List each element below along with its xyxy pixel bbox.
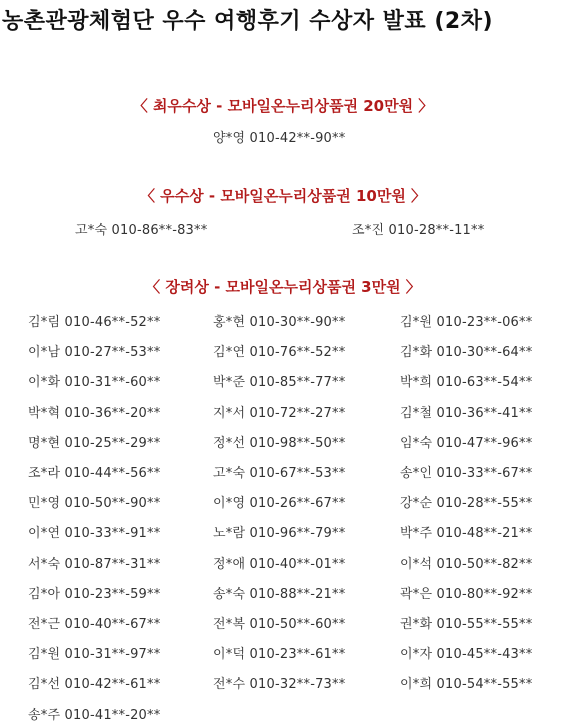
encouragement-prize-winner: 송*숙 010-88**-21**	[213, 587, 346, 602]
page-title: 농촌관광체험단 우수 여행후기 수상자 발표 (2차)	[2, 9, 494, 34]
encouragement-prize-winner: 홍*현 010-30**-90**	[213, 315, 346, 330]
encouragement-prize-winner: 이*석 010-50**-82**	[400, 557, 533, 572]
encouragement-prize-winner: 임*숙 010-47**-96**	[400, 436, 533, 451]
encouragement-prize-winner: 김*철 010-36**-41**	[400, 406, 533, 421]
encouragement-prize-winner: 이*영 010-26**-67**	[213, 496, 346, 511]
encouragement-prize-winner: 이*남 010-27**-53**	[28, 345, 161, 360]
encouragement-prize-winner: 김*원 010-23**-06**	[400, 315, 533, 330]
encouragement-prize-winner: 강*순 010-28**-55**	[400, 496, 533, 511]
encouragement-prize-winner: 정*애 010-40**-01**	[213, 557, 346, 572]
grand-prize-winner: 양*영 010-42**-90**	[213, 131, 346, 146]
encouragement-prize-winner: 전*근 010-40**-67**	[28, 617, 161, 632]
encouragement-prize-winner: 박*희 010-63**-54**	[400, 375, 533, 390]
encouragement-prize-winner: 이*자 010-45**-43**	[400, 647, 533, 662]
encouragement-prize-winner: 권*화 010-55**-55**	[400, 617, 533, 632]
encouragement-prize-winner: 박*혁 010-36**-20**	[28, 406, 161, 421]
encouragement-prize-winner: 김*원 010-31**-97**	[28, 647, 161, 662]
encouragement-prize-winner: 이*희 010-54**-55**	[400, 677, 533, 692]
excellence-prize-heading: 〈 우수상 - 모바일온누리상품권 10만원 〉	[139, 187, 427, 205]
encouragement-prize-winner: 박*준 010-85**-77**	[213, 375, 346, 390]
encouragement-prize-winner: 전*복 010-50**-60**	[213, 617, 346, 632]
encouragement-prize-winner: 김*화 010-30**-64**	[400, 345, 533, 360]
encouragement-prize-winner: 조*라 010-44**-56**	[28, 466, 161, 481]
encouragement-prize-winner: 박*주 010-48**-21**	[400, 526, 533, 541]
encouragement-prize-winner: 명*현 010-25**-29**	[28, 436, 161, 451]
encouragement-prize-winner: 이*연 010-33**-91**	[28, 526, 161, 541]
grand-prize-heading: 〈 최우수상 - 모바일온누리상품권 20만원 〉	[132, 97, 434, 115]
encouragement-prize-winner: 곽*은 010-80**-92**	[400, 587, 533, 602]
excellence-prize-winner: 고*숙 010-86**-83**	[75, 223, 208, 238]
encouragement-prize-winner: 이*화 010-31**-60**	[28, 375, 161, 390]
encouragement-prize-winner: 지*서 010-72**-27**	[213, 406, 346, 421]
encouragement-prize-winner: 김*림 010-46**-52**	[28, 315, 161, 330]
excellence-prize-winner: 조*진 010-28**-11**	[352, 223, 485, 238]
encouragement-prize-winner: 이*덕 010-23**-61**	[213, 647, 346, 662]
encouragement-prize-winner: 송*인 010-33**-67**	[400, 466, 533, 481]
encouragement-prize-winner: 고*숙 010-67**-53**	[213, 466, 346, 481]
encouragement-prize-winner: 전*수 010-32**-73**	[213, 677, 346, 692]
encouragement-prize-winner: 김*아 010-23**-59**	[28, 587, 161, 602]
encouragement-prize-winner: 김*연 010-76**-52**	[213, 345, 346, 360]
encouragement-prize-winner: 민*영 010-50**-90**	[28, 496, 161, 511]
encouragement-prize-winner: 노*람 010-96**-79**	[213, 526, 346, 541]
encouragement-prize-heading: 〈 장려상 - 모바일온누리상품권 3만원 〉	[145, 278, 421, 296]
encouragement-prize-winner: 김*선 010-42**-61**	[28, 677, 161, 692]
encouragement-prize-winner: 송*주 010-41**-20**	[28, 708, 161, 723]
encouragement-prize-winner: 서*숙 010-87**-31**	[28, 557, 161, 572]
encouragement-prize-winner: 정*선 010-98**-50**	[213, 436, 346, 451]
